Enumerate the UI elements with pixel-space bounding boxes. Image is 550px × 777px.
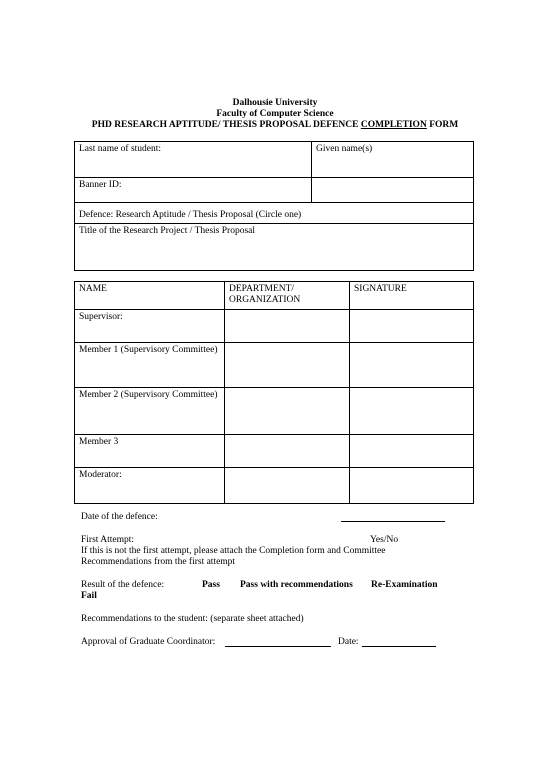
approval-date-label: Date: bbox=[338, 637, 359, 647]
row-member2-department[interactable] bbox=[225, 387, 350, 434]
row-supervisor-department[interactable] bbox=[225, 309, 350, 342]
committee-table bbox=[74, 281, 474, 504]
first-attempt-label: First Attempt: bbox=[81, 535, 135, 545]
attach-note-line1: If this is not the first attempt, please attach the Completion form and Committee bbox=[81, 546, 386, 556]
result-pass-with-recommendations[interactable]: Pass with recommendations bbox=[240, 580, 353, 590]
attach-note-line2: Recommendations from the first attempt bbox=[81, 557, 236, 567]
header-signature: SIGNATURE bbox=[350, 282, 474, 310]
last-name-cell[interactable] bbox=[75, 142, 312, 178]
row-supervisor-signature[interactable] bbox=[350, 309, 474, 342]
row-moderator-label: Moderator: bbox=[75, 467, 225, 503]
row-member3-signature[interactable] bbox=[350, 434, 474, 467]
result-re-examination[interactable]: Re-Examination bbox=[371, 580, 438, 590]
project-title-cell[interactable] bbox=[75, 224, 474, 271]
first-attempt-yes-no[interactable]: Yes/No bbox=[370, 535, 399, 545]
row-member2-label: Member 2 (Supervisory Committee) bbox=[75, 387, 225, 434]
given-name-label: Given name(s) bbox=[316, 144, 373, 154]
row-supervisor-label: Supervisor: bbox=[75, 309, 225, 342]
row-member1-signature[interactable] bbox=[350, 342, 474, 387]
form-title bbox=[0, 120, 550, 131]
approval-label: Approval of Graduate Coordinator: bbox=[81, 637, 216, 647]
result-label: Result of the defence: bbox=[81, 580, 165, 590]
row-moderator-department[interactable] bbox=[225, 467, 350, 503]
row-member3-department[interactable] bbox=[225, 434, 350, 467]
row-member2-signature[interactable] bbox=[350, 387, 474, 434]
banner-id-cell[interactable] bbox=[75, 178, 312, 203]
defence-type-cell[interactable] bbox=[75, 203, 474, 224]
row-member1-label: Member 1 (Supervisory Committee) bbox=[75, 342, 225, 387]
result-pass[interactable]: Pass bbox=[202, 580, 220, 590]
row-moderator-signature[interactable] bbox=[350, 467, 474, 503]
header-department: DEPARTMENT/ ORGANIZATION bbox=[225, 282, 350, 310]
date-of-defence-line[interactable] bbox=[341, 512, 445, 522]
given-name-cell[interactable] bbox=[312, 142, 474, 178]
project-title-label: Title of the Research Project / Thesis Proposal bbox=[79, 226, 255, 236]
banner-id-label: Banner ID: bbox=[79, 180, 122, 190]
row-member1-department[interactable] bbox=[225, 342, 350, 387]
header-name: NAME bbox=[75, 282, 225, 310]
row-member3-label: Member 3 bbox=[75, 434, 225, 467]
last-name-label: Last name of student: bbox=[79, 144, 162, 154]
student-info-table bbox=[74, 141, 474, 271]
approval-signature-line[interactable] bbox=[225, 637, 331, 647]
faculty-name: Faculty of Computer Science bbox=[216, 109, 334, 119]
form-title-emph: COMPLETION bbox=[360, 120, 427, 130]
form-title-post: FORM bbox=[426, 120, 459, 130]
form-title-pre: PHD RESEARCH APTITUDE/ THESIS PROPOSAL DEFENCE bbox=[91, 120, 361, 130]
date-of-defence-label: Date of the defence: bbox=[81, 512, 158, 522]
banner-id-empty-cell[interactable] bbox=[312, 178, 474, 203]
approval-date-line[interactable] bbox=[362, 637, 436, 647]
university-name: Dalhousie University bbox=[232, 98, 318, 108]
recommendations-label: Recommendations to the student: (separate sheet attached) bbox=[81, 614, 304, 624]
defence-type-label: Defence: Research Aptitude / Thesis Proposal (Circle one) bbox=[79, 209, 302, 220]
result-fail[interactable]: Fail bbox=[81, 591, 97, 601]
